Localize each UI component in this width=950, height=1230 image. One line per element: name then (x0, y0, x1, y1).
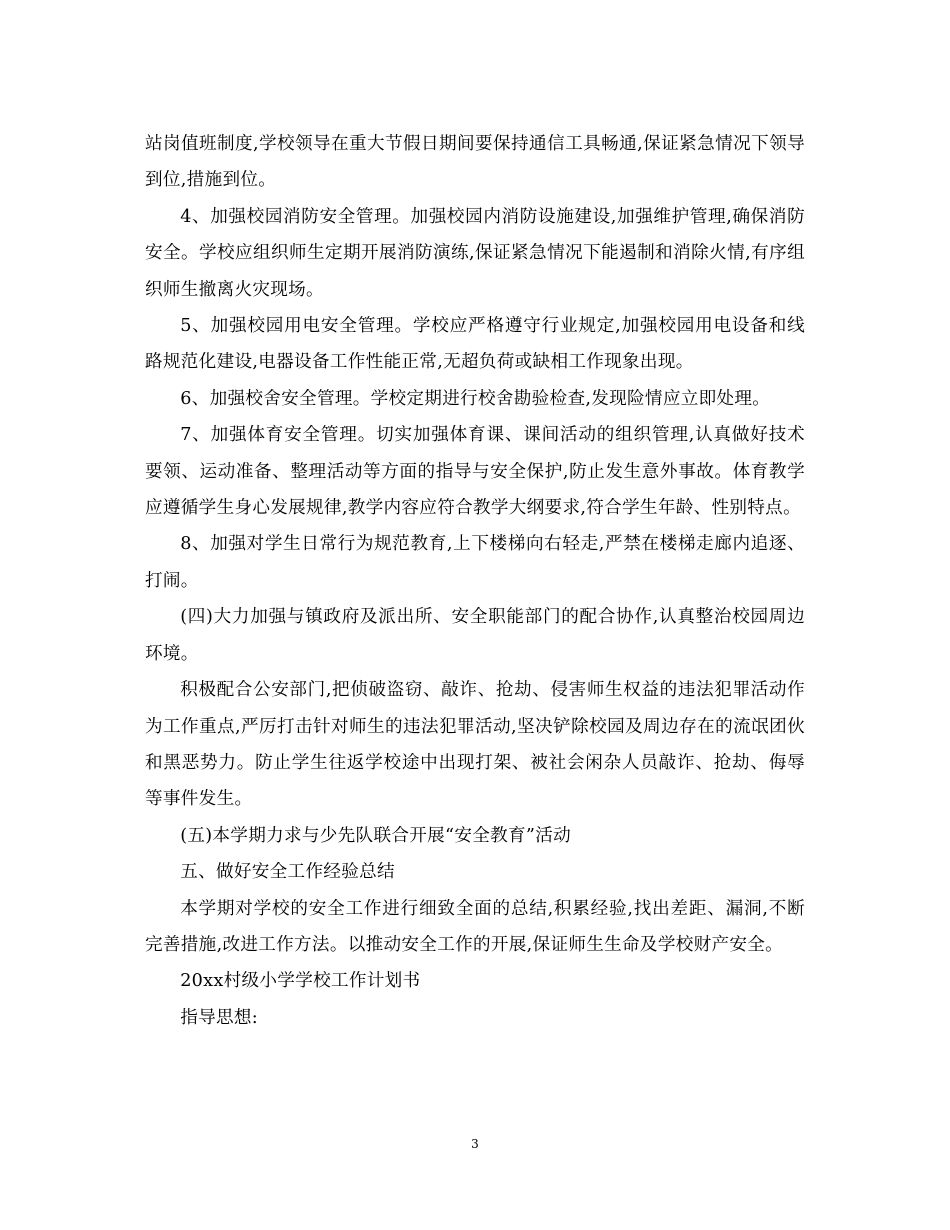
section-heading-guiding-ideology: 指导思想: (180, 1007, 258, 1028)
paragraph-continuation: 站岗值班制度,学校领导在重大节假日期间要保持通信工具畅通,保证紧急情况下领导到位,措施到位。 (145, 134, 805, 191)
paragraph-police-cooperation: 积极配合公安部门,把侦破盗窃、敲诈、抢劫、侵害师生权益的违法犯罪活动作为工作重点,严厉打击针对师生的违法犯罪活动,坚决铲除校园及周边存在的流氓团伙和黑恶势力。防止学生往返学校途中出现打架、被社会闲杂人员敲诈、抢劫、侮辱等事件发生。 (145, 680, 805, 810)
page-number: 3 (471, 1137, 479, 1151)
paragraph-electrical-safety: 5、加强校园用电安全管理。学校应严格遵守行业规定,加强校园用电设备和线路规范化建设,电器设备工作性能正常,无超负荷或缺相工作现象出现。 (145, 316, 805, 373)
document-subtitle: 20xx村级小学学校工作计划书 (180, 971, 421, 992)
paragraph-building-safety: 6、加强校舍安全管理。学校定期进行校舍勘验检查,发现险情应立即处理。 (180, 388, 771, 409)
paragraph-behavior-education: 8、加强对学生日常行为规范教育,上下楼梯向右轻走,严禁在楼梯走廊内追逐、打闹。 (145, 534, 805, 591)
section-heading-safety-education: (五)本学期力求与少先队联合开展“安全教育”活动 (180, 825, 571, 846)
section-heading-summary: 五、做好安全工作经验总结 (180, 862, 395, 883)
paragraph-summary: 本学期对学校的安全工作进行细致全面的总结,积累经验,找出差距、漏洞,不断完善措施,改进工作方法。以推动安全工作的开展,保证师生生命及学校财产安全。 (145, 898, 805, 955)
document-body (145, 126, 805, 1036)
section-heading-cooperation: (四)大力加强与镇政府及派出所、安全职能部门的配合协作,认真整治校园周边环境。 (145, 607, 805, 664)
paragraph-fire-safety: 4、加强校园消防安全管理。加强校园内消防设施建设,加强维护管理,确保消防安全。学校应组织师生定期开展消防演练,保证紧急情况下能遏制和消除火情,有序组织师生撤离火灾现场。 (145, 206, 805, 300)
paragraph-sports-safety: 7、加强体育安全管理。切实加强体育课、课间活动的组织管理,认真做好技术要领、运动准备、整理活动等方面的指导与安全保护,防止发生意外事故。体育教学应遵循学生身心发展规律,教学内容应符合教学大纲要求,符合学生年龄、性别特点。 (145, 425, 805, 519)
